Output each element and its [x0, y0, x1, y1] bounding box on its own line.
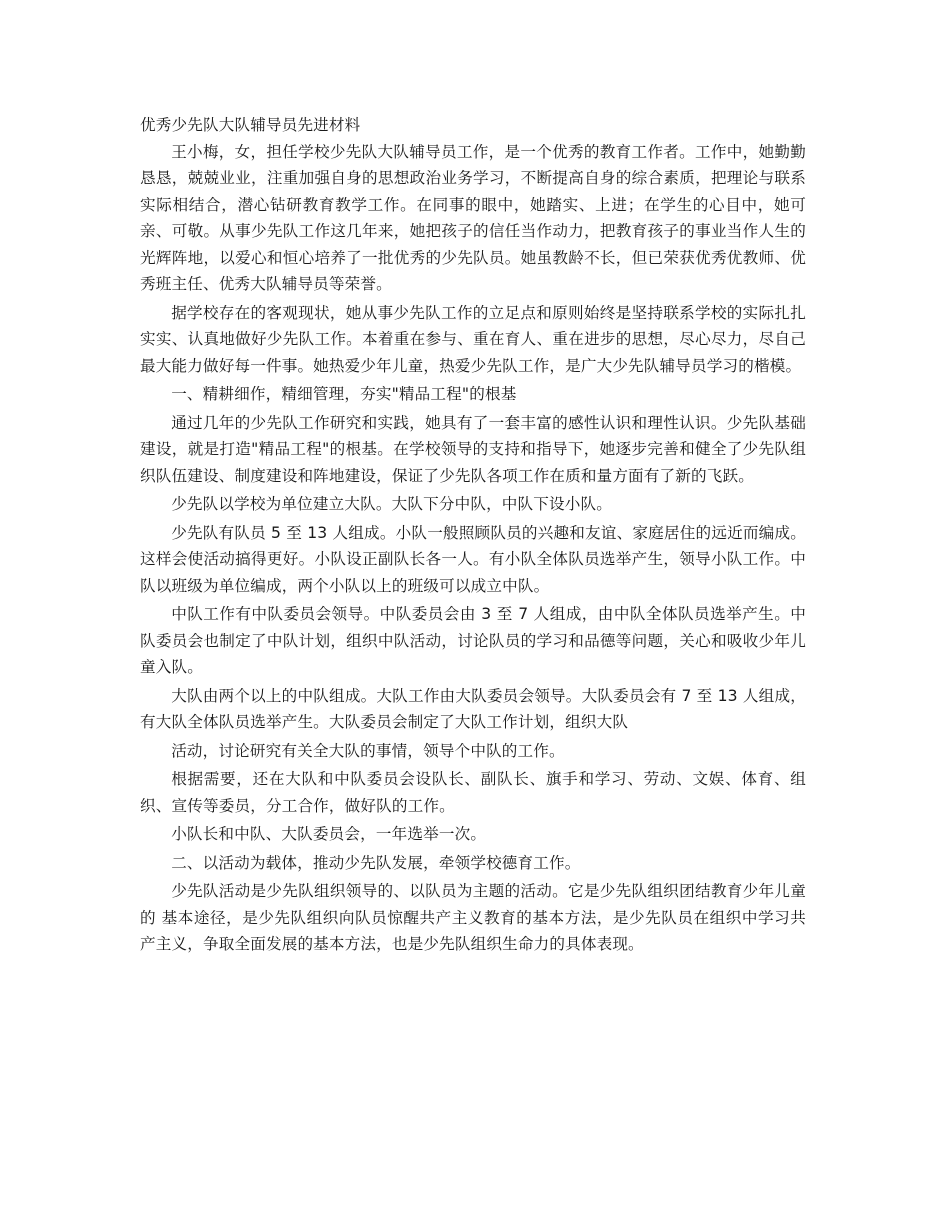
document-page — [140, 112, 806, 958]
squadron-paragraph: 中队工作有中队委员会领导。中队委员会由 3 至 7 人组成，由中队全体队员选举产生。中队委员会也制定了中队计划，组织中队活动，讨论队员的学习和品德等问题，关心和吸收少年儿童入队。 — [140, 605, 806, 676]
brigade-structure-paragraph: 少先队以学校为单位建立大队。大队下分中队，中队下设小队。 — [171, 495, 613, 513]
section-heading-one: 一、精耕细作，精细管理，夯实"精品工程"的根基 — [171, 385, 517, 403]
section-heading-two: 二、以活动为载体，推动少先队发展，牵领学校德育工作。 — [171, 853, 581, 872]
committee-roles-paragraph: 根据需要，还在大队和中队委员会设队长、副队长、旗手和学习、劳动、文娱、体育、组织、宣传等委员，分工合作，做好队的工作。 — [140, 770, 806, 815]
squad-paragraph: 少先队有队员 5 至 13 人组成。小队一般照顾队员的兴趣和友谊、家庭居住的远近而编成。这样会使活动搞得更好。小队设正副队长各一人。有小队全体队员选举产生，领导小队工作。中队以班级为单位编成，两个小队以上的班级可以成立中队。 — [140, 523, 806, 595]
principle-paragraph: 据学校存在的客观现状，她从事少先队工作的立足点和原则始终是坚持联系学校的实际扎扎实实、认真地做好少先队工作。本着重在参与、重在育人、重在进步的思想，尽心尽力，尽自己最大能力做好每一件事。她热爱少年儿童，热爱少先队工作，是广大少先队辅导员学习的楷模。 — [140, 303, 806, 375]
foundation-paragraph: 通过几年的少先队工作研究和实践，她具有了一套丰富的感性认识和理性认识。少先队基础建设，就是打造"精品工程"的根基。在学校领导的支持和指导下，她逐步完善和健全了少先队组织队伍建设、制度建设和阵地建设，保证了少先队各项工作在质和量方面有了新的飞跃。 — [140, 413, 806, 485]
activity-paragraph: 少先队活动是少先队组织领导的、以队员为主题的活动。它是少先队组织团结教育少年儿童的 基本途径，是少先队组织向队员惊醒共产主义教育的基本方法，是少先队员在组织中学习共产主义，争取全面发展的基本方法，也是少先队组织生命力的具体表现。 — [140, 882, 806, 953]
brigade-activity-paragraph: 活动，讨论研究有关全大队的事情，领导个中队的工作。 — [171, 741, 565, 760]
intro-paragraph: 王小梅，女，担任学校少先队大队辅导员工作，是一个优秀的教育工作者。工作中，她勤勤恳恳，兢兢业业，注重加强自身的思想政治业务学习，不断提高自身的综合素质，把理论与联系实际相结合，潜心钻研教育教学工作。在同事的眼中，她踏实、上进；在学生的心目中，她可亲、可敬。从事少先队工作这几年来，她把孩子的信任当作动力，把教育孩子的事业当作人生的光辉阵地，以爱心和恒心培养了一批优秀的少先队员。她虽教龄不长，但已荣获优秀优教师、优秀班主任、优秀大队辅导员等荣誉。 — [140, 142, 806, 293]
brigade-paragraph: 大队由两个以上的中队组成。大队工作由大队委员会领导。大队委员会有 7 至 13 人组成，有大队全体队员选举产生。大队委员会制定了大队工作计划，组织大队 — [140, 686, 806, 731]
document-title: 优秀少先队大队辅导员先进材料 — [140, 116, 361, 134]
election-paragraph: 小队长和中队、大队委员会，一年选举一次。 — [171, 825, 487, 843]
